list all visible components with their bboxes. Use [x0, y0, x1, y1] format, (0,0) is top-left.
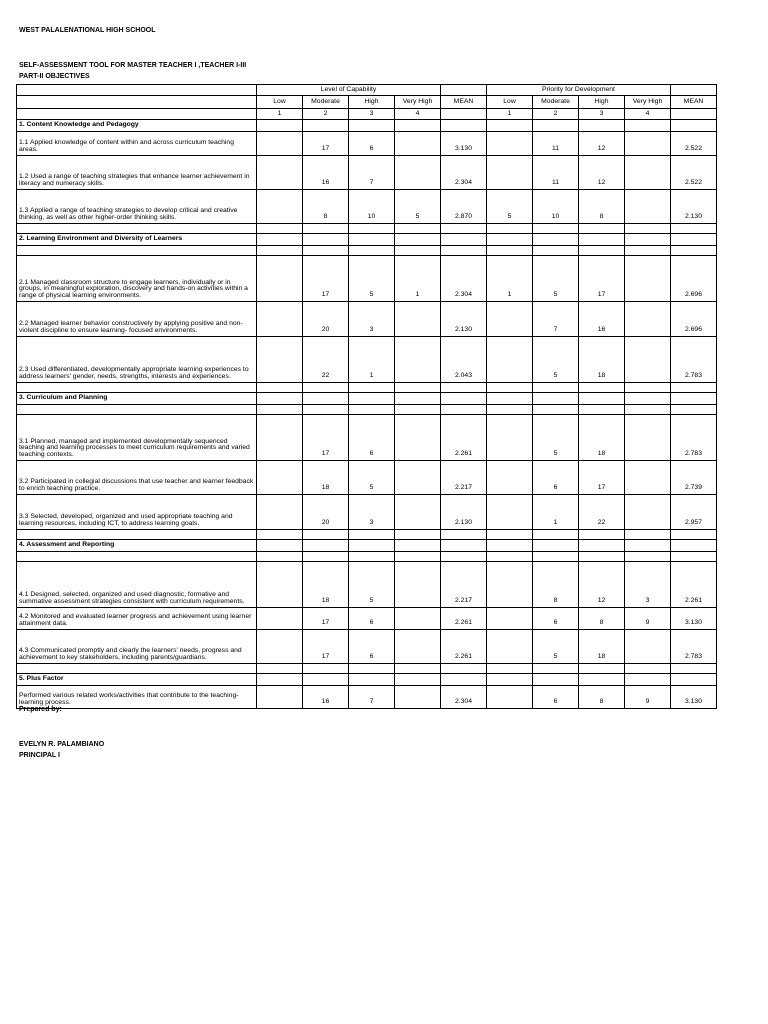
pri-moderate: 8: [533, 562, 579, 608]
cap-mean: 3.130: [441, 132, 487, 156]
cap-very-high: [395, 461, 441, 495]
section-row: [17, 120, 717, 132]
pri-very-high: 3: [625, 562, 671, 608]
cap-very-high: [395, 415, 441, 461]
pri-low: 5: [487, 190, 533, 224]
signer-name: EVELYN R. PALAMBIANO: [19, 741, 105, 748]
pri-high: 8: [579, 190, 625, 224]
objective-label: 1.2 Used a range of teaching strategies that enhance learner achievement in literacy and numeracy skills.: [17, 156, 257, 190]
pri-low: [487, 630, 533, 664]
cap-very-high: [395, 630, 441, 664]
header-blank: [671, 85, 717, 96]
cap-mean: 2.043: [441, 337, 487, 383]
pri-mean: 2.783: [671, 630, 717, 664]
pri-mean: 2.696: [671, 256, 717, 302]
part-title: PART-II OBJECTIVES: [19, 73, 90, 80]
col-low: Low: [487, 96, 533, 109]
cap-mean: 2.130: [441, 495, 487, 530]
cap-high: 6: [349, 415, 395, 461]
pri-high: 12: [579, 132, 625, 156]
col-high: High: [349, 96, 395, 109]
pri-mean: 2.130: [671, 190, 717, 224]
pri-moderate: 6: [533, 608, 579, 630]
cap-very-high: 5: [395, 190, 441, 224]
pri-very-high: [625, 337, 671, 383]
table-row: [17, 132, 717, 156]
cap-high: 10: [349, 190, 395, 224]
section-row: [17, 393, 717, 405]
spacer-row: [17, 664, 717, 674]
pri-moderate: 6: [533, 686, 579, 709]
cap-mean: 2.304: [441, 156, 487, 190]
cap-low: [257, 337, 303, 383]
pri-low: [487, 562, 533, 608]
cap-high: 6: [349, 630, 395, 664]
scale-row: [17, 109, 717, 120]
cap-moderate: 16: [303, 156, 349, 190]
header-blank: [671, 109, 717, 120]
scale-value: 4: [395, 109, 441, 120]
cap-moderate: 22: [303, 337, 349, 383]
pri-high: 17: [579, 256, 625, 302]
pri-very-high: [625, 461, 671, 495]
pri-low: [487, 415, 533, 461]
pri-low: [487, 337, 533, 383]
pri-moderate: 10: [533, 190, 579, 224]
pri-mean: 2.783: [671, 415, 717, 461]
cap-moderate: 8: [303, 190, 349, 224]
objective-label: 2.3 Used differentiated, developmentally appropriate learning experiences to address learners' gender, needs, strengths, interests and experiences.: [17, 337, 257, 383]
spacer-row: [17, 224, 717, 234]
cap-very-high: [395, 608, 441, 630]
cap-low: [257, 132, 303, 156]
table-row: [17, 415, 717, 461]
cap-high: 5: [349, 562, 395, 608]
cap-mean: 2.870: [441, 190, 487, 224]
objective-label: 3.3 Selected, developed, organized and used appropriate teaching and learning resources, including ICT, to address learning goals.: [17, 495, 257, 530]
pri-high: 18: [579, 415, 625, 461]
pri-low: [487, 156, 533, 190]
cap-moderate: 18: [303, 461, 349, 495]
header-blank: [441, 109, 487, 120]
header-blank: [17, 109, 257, 120]
cap-very-high: [395, 686, 441, 709]
section-title: 5. Plus Factor: [17, 674, 257, 686]
cap-moderate: 17: [303, 415, 349, 461]
scale-value: 1: [257, 109, 303, 120]
pri-mean: 3.130: [671, 608, 717, 630]
pri-high: 8: [579, 608, 625, 630]
objective-label: 1.1 Applied knowledge of content within and across curriculum teaching areas.: [17, 132, 257, 156]
scale-value: 4: [625, 109, 671, 120]
spacer-row: [17, 405, 717, 415]
pri-low: [487, 132, 533, 156]
cap-high: 6: [349, 132, 395, 156]
pri-mean: 2.696: [671, 302, 717, 337]
col-mean: MEAN: [671, 96, 717, 109]
scale-value: 2: [303, 109, 349, 120]
column-header-row: [17, 96, 717, 109]
cap-very-high: [395, 302, 441, 337]
cap-mean: 2.261: [441, 608, 487, 630]
spacer-row: [17, 552, 717, 562]
cap-low: [257, 461, 303, 495]
col-very-high: Very High: [395, 96, 441, 109]
section-row: [17, 674, 717, 686]
pri-low: [487, 461, 533, 495]
objective-label: 4.1 Designed, selected, organized and used diagnostic, formative and summative assessment strategies consistent with curriculum requirements.: [17, 562, 257, 608]
cap-moderate: 17: [303, 132, 349, 156]
cap-high: 5: [349, 461, 395, 495]
cap-very-high: [395, 156, 441, 190]
cap-moderate: 18: [303, 562, 349, 608]
cap-very-high: [395, 495, 441, 530]
scale-value: 2: [533, 109, 579, 120]
cap-moderate: 16: [303, 686, 349, 709]
pri-moderate: 1: [533, 495, 579, 530]
cap-high: 3: [349, 302, 395, 337]
pri-very-high: [625, 415, 671, 461]
pri-very-high: [625, 132, 671, 156]
cap-mean: 2.304: [441, 256, 487, 302]
pri-high: 17: [579, 461, 625, 495]
prepared-by-label: Prepared by:: [19, 706, 62, 713]
header-blank: [17, 96, 257, 109]
scale-value: 3: [349, 109, 395, 120]
objective-label: 3.1 Planned, managed and implemented developmentally sequenced teaching and learning processes to meet curriculum requirements and varied teaching contexts.: [17, 415, 257, 461]
objective-label: 1.3 Applied a range of teaching strategies to develop critical and creative thinking, as well as other higher-order thinking skills.: [17, 190, 257, 224]
pri-mean: 2.522: [671, 156, 717, 190]
priority-header: Priority for Development: [487, 85, 671, 96]
cap-mean: 2.304: [441, 686, 487, 709]
table-row: [17, 495, 717, 530]
cap-low: [257, 156, 303, 190]
col-very-high: Very High: [625, 96, 671, 109]
table-row: [17, 156, 717, 190]
header-blank: [441, 85, 487, 96]
section-title: 1. Content Knowledge and Pedagogy: [17, 120, 257, 132]
pri-high: 12: [579, 562, 625, 608]
cap-very-high: [395, 337, 441, 383]
cap-moderate: 20: [303, 495, 349, 530]
pri-very-high: [625, 256, 671, 302]
assessment-table: [16, 84, 717, 709]
cap-high: 6: [349, 608, 395, 630]
section-row: [17, 234, 717, 246]
scale-value: 1: [487, 109, 533, 120]
pri-very-high: 9: [625, 686, 671, 709]
pri-moderate: 11: [533, 156, 579, 190]
cap-moderate: 20: [303, 302, 349, 337]
pri-high: 12: [579, 156, 625, 190]
cap-high: 3: [349, 495, 395, 530]
cap-low: [257, 256, 303, 302]
cap-very-high: 1: [395, 256, 441, 302]
pri-moderate: 5: [533, 415, 579, 461]
pri-very-high: 9: [625, 608, 671, 630]
pri-mean: 2.957: [671, 495, 717, 530]
spacer-row: [17, 246, 717, 256]
pri-low: [487, 686, 533, 709]
cap-high: 7: [349, 156, 395, 190]
table-row: [17, 337, 717, 383]
spacer-row: [17, 530, 717, 540]
cap-mean: 2.217: [441, 562, 487, 608]
table-row: [17, 302, 717, 337]
objective-label: 4.2 Monitored and evaluated learner progress and achievement using learner attainment data.: [17, 608, 257, 630]
pri-low: [487, 302, 533, 337]
table-row: [17, 461, 717, 495]
section-title: 4. Assessment and Reporting: [17, 540, 257, 552]
pri-high: 22: [579, 495, 625, 530]
pri-very-high: [625, 495, 671, 530]
table-row: [17, 630, 717, 664]
pri-low: [487, 495, 533, 530]
objective-label: Performed various related works/activities that contribute to the teaching-learning process.: [17, 686, 257, 709]
spacer-row: [17, 383, 717, 393]
table-row: [17, 256, 717, 302]
pri-low: 1: [487, 256, 533, 302]
pri-mean: 2.783: [671, 337, 717, 383]
cap-moderate: 17: [303, 608, 349, 630]
objective-label: 3.2 Participated in collegial discussions that use teacher and learner feedback to enrich teaching practice.: [17, 461, 257, 495]
cap-very-high: [395, 562, 441, 608]
cap-moderate: 17: [303, 630, 349, 664]
pri-moderate: 6: [533, 461, 579, 495]
cap-high: 1: [349, 337, 395, 383]
table-row: [17, 562, 717, 608]
cap-low: [257, 630, 303, 664]
cap-high: 5: [349, 256, 395, 302]
cap-mean: 2.261: [441, 630, 487, 664]
pri-mean: 3.130: [671, 686, 717, 709]
cap-mean: 2.217: [441, 461, 487, 495]
pri-moderate: 7: [533, 302, 579, 337]
cap-low: [257, 302, 303, 337]
section-title: 2. Learning Environment and Diversity of Learners: [17, 234, 257, 246]
signer-position: PRINCIPAL I: [19, 752, 60, 759]
cap-very-high: [395, 132, 441, 156]
school-name: WEST PALALENATIONAL HIGH SCHOOL: [19, 27, 156, 34]
cap-high: 7: [349, 686, 395, 709]
col-mean: MEAN: [441, 96, 487, 109]
objective-label: 4.3 Communicated promptly and clearly the learners' needs, progress and achievement to key stakeholders, including parents/guardians.: [17, 630, 257, 664]
cap-mean: 2.130: [441, 302, 487, 337]
pri-moderate: 5: [533, 630, 579, 664]
objective-label: 2.2 Managed learner behavior constructively by applying positive and non-violent discipline to ensure learning- focused environments.: [17, 302, 257, 337]
pri-high: 18: [579, 630, 625, 664]
table-row: [17, 686, 717, 709]
pri-mean: 2.261: [671, 562, 717, 608]
cap-low: [257, 190, 303, 224]
pri-very-high: [625, 630, 671, 664]
cap-low: [257, 608, 303, 630]
col-high: High: [579, 96, 625, 109]
col-low: Low: [257, 96, 303, 109]
pri-moderate: 5: [533, 337, 579, 383]
cap-low: [257, 686, 303, 709]
pri-moderate: 5: [533, 256, 579, 302]
section-row: [17, 540, 717, 552]
document-title: SELF-ASSESSMENT TOOL FOR MASTER TEACHER I ,TEACHER I-III: [19, 62, 247, 69]
pri-high: 16: [579, 302, 625, 337]
cap-mean: 2.261: [441, 415, 487, 461]
pri-low: [487, 608, 533, 630]
section-title: 3. Curriculum and Planning: [17, 393, 257, 405]
capability-header: Level of Capability: [257, 85, 441, 96]
pri-high: 8: [579, 686, 625, 709]
pri-mean: 2.739: [671, 461, 717, 495]
cap-low: [257, 495, 303, 530]
table-row: [17, 190, 717, 224]
group-header-row: [17, 85, 717, 96]
cap-low: [257, 415, 303, 461]
col-moderate: Moderate: [303, 96, 349, 109]
cap-low: [257, 562, 303, 608]
col-moderate: Moderate: [533, 96, 579, 109]
pri-very-high: [625, 302, 671, 337]
cap-moderate: 17: [303, 256, 349, 302]
pri-moderate: 11: [533, 132, 579, 156]
scale-value: 3: [579, 109, 625, 120]
pri-high: 18: [579, 337, 625, 383]
pri-very-high: [625, 156, 671, 190]
table-row: [17, 608, 717, 630]
header-blank: [17, 85, 257, 96]
pri-mean: 2.522: [671, 132, 717, 156]
objective-label: 2.1 Managed classroom structure to engage learners, individually or in groups, in meaningful exploration, discovery and hands-on activities within a range of physical learning environments.: [17, 256, 257, 302]
pri-very-high: [625, 190, 671, 224]
